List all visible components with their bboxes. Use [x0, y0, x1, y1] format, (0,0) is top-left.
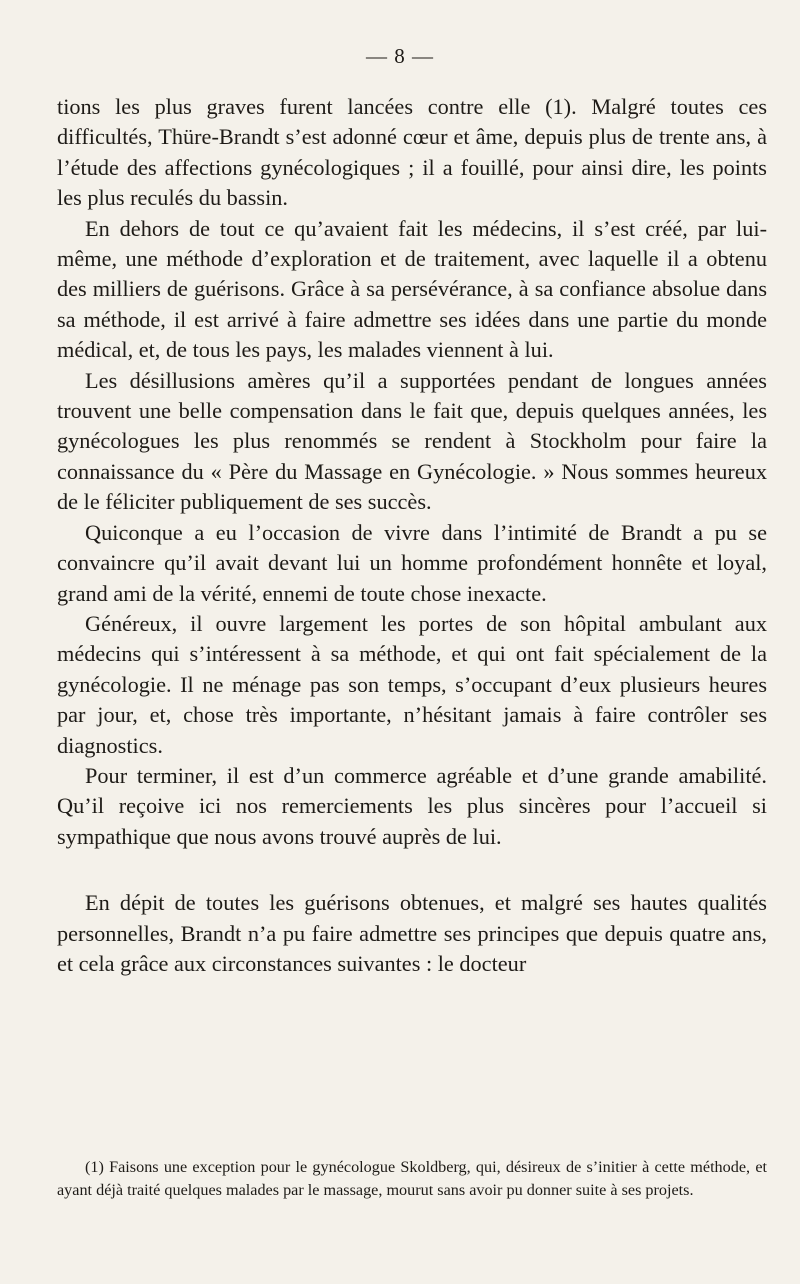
- paragraph: Quiconque a eu l’occasion de vivre dans l’intimité de Brandt a pu se convaincre qu’il avait devant lui un homme profondément honnête et loyal, grand ami de la vérité, ennemi de toute chose inexacte.: [57, 519, 767, 606]
- paragraph: Généreux, il ouvre largement les portes de son hôpital ambulant aux médecins qui s’intéressent à sa méthode, et qui ont fait spécialement de la gynécologie. Il ne ménage pas son temps, s’occupant d’eux plusieurs heures par jour, et, chose très importante, n’hésitant jamais à faire contrôler ses diagnostics.: [57, 610, 767, 758]
- paragraph: tions les plus graves furent lancées contre elle (1). Malgré toutes ces difficultés, Thüre-Brandt s’est adonné cœur et âme, depuis plus de trente ans, à l’étude des affections gynécologiques ; il a fouillé, pour ainsi dire, les points les plus reculés du bassin.: [57, 94, 767, 211]
- paragraph: En dehors de tout ce qu’avaient fait les médecins, il s’est créé, par lui-même, une méthode d’exploration et de traitement, avec laquelle il a obtenu des milliers de guérisons. Grâce à sa persévérance, à sa confiance absolue dans sa méthode, il est arrivé à faire admettre ses idées dans une partie du monde médical, et, de tous les pays, les malades viennent à lui.: [57, 215, 767, 363]
- paragraph: Les désillusions amères qu’il a supportées pendant de longues années trouvent une belle compensation dans le fait que, depuis quelques années, les gynécologues les plus renommés se rendent à Stockholm pour faire la connaissance du « Père du Massage en Gynécologie. » Nous sommes heureux de le féliciter publiquement de ses succès.: [57, 367, 767, 515]
- footnote-text: (1) Faisons une exception pour le gynécologue Skoldberg, qui, désireux de s’initier à cette méthode, et ayant déjà traité quelques malades par le massage, mourut sans avoir pu donner suite à ses projets.: [57, 1158, 767, 1199]
- paragraph: En dépit de toutes les guérisons obtenues, et malgré ses hautes qualités personnelles, Brandt n’a pu faire admettre ses principes que depuis quatre ans, et cela grâce aux circonstances suivantes : le docteur: [57, 890, 767, 976]
- page-number: — 8 —: [366, 44, 434, 68]
- footnote: [57, 1156, 767, 1202]
- paragraph: Pour terminer, il est d’un commerce agréable et d’une grande amabilité. Qu’il reçoive ici nos remerciements les plus sincères pour l’accueil si sympathique que nous avons trouvé auprès de lui.: [57, 762, 767, 849]
- body-text: [57, 92, 767, 979]
